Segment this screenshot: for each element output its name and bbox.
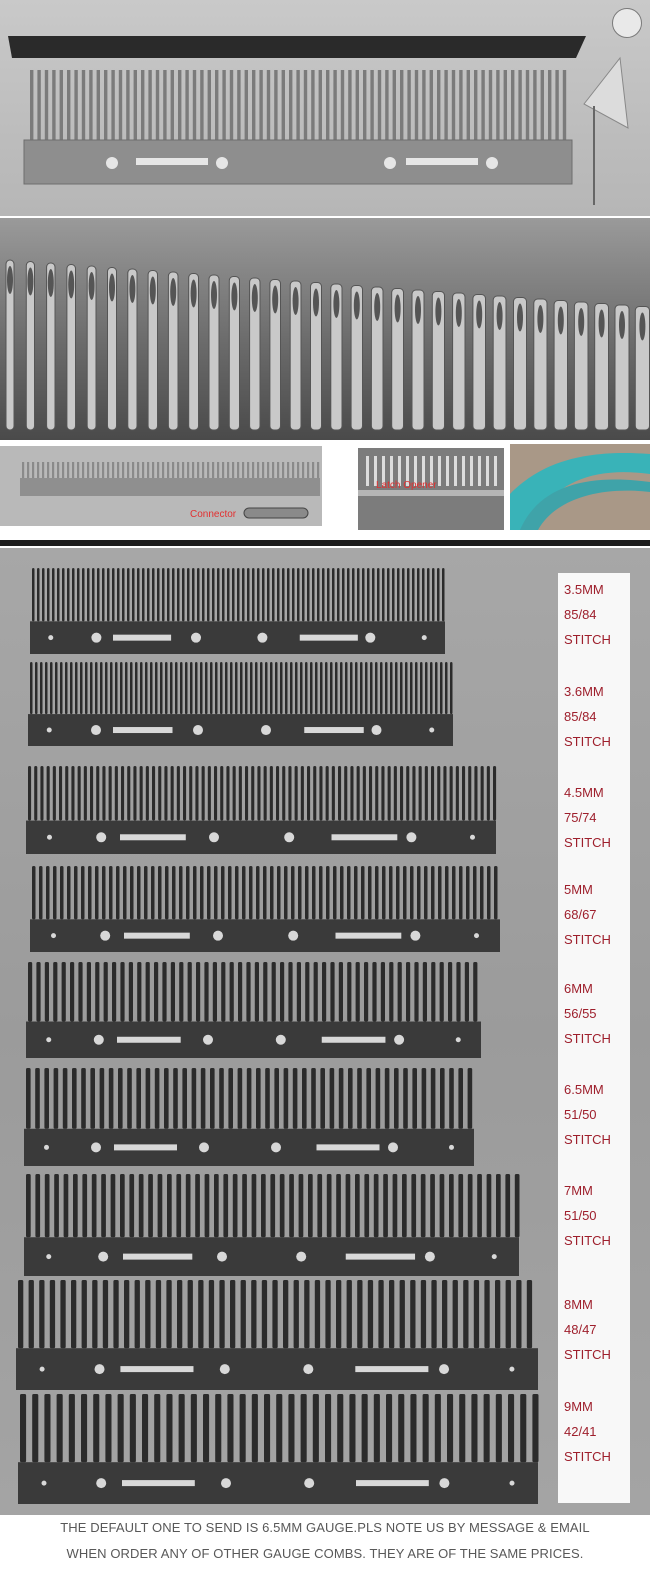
connector-drawing [0, 446, 322, 526]
gauge-unit: STITCH [564, 835, 611, 850]
order-note [0, 1515, 650, 1581]
needle-closeup-photo [0, 218, 650, 440]
gauge-count: 51/50 [564, 1208, 597, 1223]
needle-closeup-drawing [0, 218, 650, 440]
gauge-comb-6 [24, 1174, 520, 1276]
gauge-unit: STITCH [564, 1233, 611, 1248]
knitted-fabric-photo [510, 444, 650, 530]
gauge-comb-7 [16, 1280, 538, 1390]
gauge-comparison-photo [0, 548, 650, 1517]
gauge-comb-8 [18, 1394, 539, 1504]
connector-photo [0, 446, 322, 526]
gauge-label [564, 577, 630, 652]
comb-overview-drawing [0, 0, 650, 216]
gauge-unit: STITCH [564, 932, 611, 947]
gauge-unit: STITCH [564, 1031, 611, 1046]
gauge-label [564, 1178, 630, 1253]
gauge-label [564, 877, 630, 952]
gauge-count: 85/84 [564, 709, 597, 724]
gauge-count: 51/50 [564, 1107, 597, 1122]
gauge-size: 4.5MM [564, 785, 604, 800]
gauge-size: 3.5MM [564, 582, 604, 597]
comb-product-photo [0, 0, 650, 216]
gauge-label [564, 1394, 630, 1469]
gauge-count: 56/55 [564, 1006, 597, 1021]
latch-opener-photo [358, 448, 504, 530]
gauge-unit: STITCH [564, 632, 611, 647]
gauge-size: 5MM [564, 882, 593, 897]
gauge-count: 48/47 [564, 1322, 597, 1337]
gauge-label [564, 780, 630, 855]
gauge-unit: STITCH [564, 734, 611, 749]
gauge-comb-5 [24, 1068, 474, 1166]
brand-logo [612, 8, 642, 38]
gauge-count: 75/74 [564, 810, 597, 825]
gauge-combs-drawing [0, 548, 650, 1517]
order-note-line-2: WHEN ORDER ANY OF OTHER GAUGE COMBS. THEY ARE OF THE SAME PRICES. [66, 1546, 584, 1561]
gauge-count: 68/67 [564, 907, 597, 922]
gauge-size: 6MM [564, 981, 593, 996]
gauge-comb-1 [28, 662, 453, 746]
gauge-label-panel [558, 573, 630, 1503]
gauge-size: 7MM [564, 1183, 593, 1198]
gauge-count: 85/84 [564, 607, 597, 622]
gauge-comb-4 [26, 962, 481, 1058]
latch-opener-callout: Latch Opener [376, 480, 437, 491]
gauge-comb-3 [30, 866, 500, 952]
gauge-comb-0 [30, 568, 445, 654]
gauge-count: 42/41 [564, 1424, 597, 1439]
order-note-line-1: THE DEFAULT ONE TO SEND IS 6.5MM GAUGE.PLS NOTE US BY MESSAGE & EMAIL [60, 1520, 590, 1535]
gauge-unit: STITCH [564, 1347, 611, 1362]
gauge-size: 8MM [564, 1297, 593, 1312]
gauge-unit: STITCH [564, 1132, 611, 1147]
knitted-fabric-drawing [510, 444, 650, 530]
section-divider [0, 540, 650, 546]
gauge-size: 6.5MM [564, 1082, 604, 1097]
gauge-comb-2 [26, 766, 496, 854]
connector-callout: Connector [190, 509, 237, 520]
gauge-label [564, 976, 630, 1051]
gauge-size: 9MM [564, 1399, 593, 1414]
gauge-unit: STITCH [564, 1449, 611, 1464]
gauge-label [564, 1077, 630, 1152]
gauge-label [564, 1292, 630, 1367]
gauge-size: 3.6MM [564, 684, 604, 699]
gauge-label [564, 679, 630, 754]
